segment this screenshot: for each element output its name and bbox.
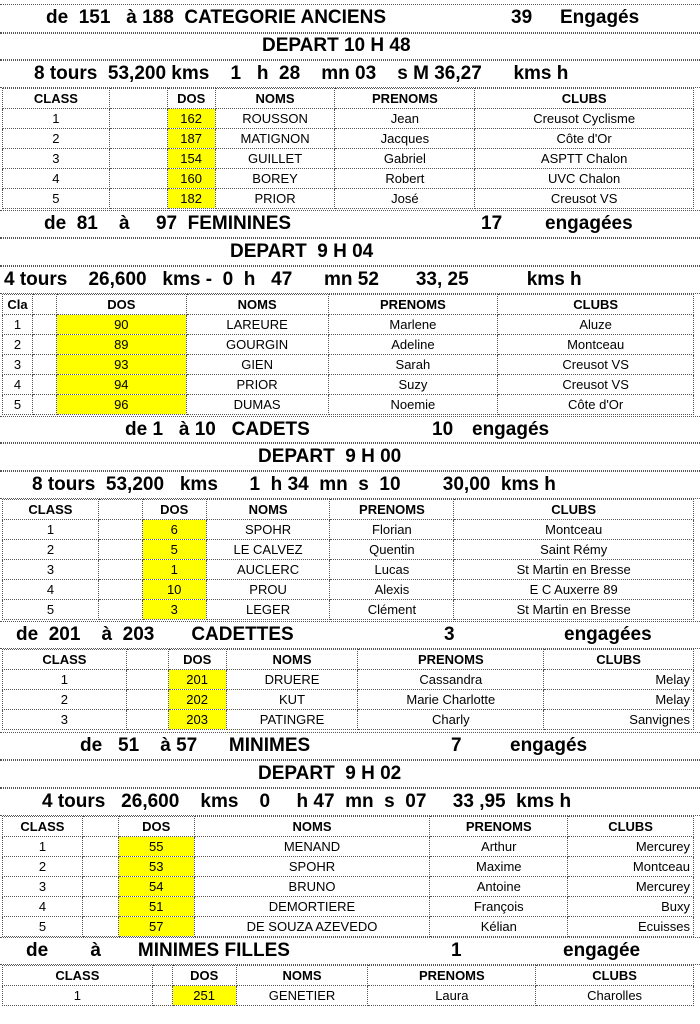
cadets-stats: 8 tours 53,200 kms 1 h 34 mn s 10 30,00 kms h [32, 474, 556, 495]
cell-nom: DEMORTIERE [194, 897, 430, 917]
cell-nom: SPOHR [206, 520, 330, 540]
cell-dos: 202 [168, 690, 226, 710]
minimes-filles-count: 1 [451, 940, 462, 961]
anciens-table [2, 88, 694, 209]
table-header-row [3, 295, 694, 315]
feminines-depart: DEPART 9 H 04 [230, 241, 374, 262]
cell-prenom: Adeline [328, 335, 498, 355]
table-row [3, 169, 694, 189]
table-row [3, 520, 694, 540]
cell-empty [152, 986, 172, 1006]
col-empty [152, 966, 172, 986]
col-class: CLASS [3, 89, 110, 109]
cell-prenom: Antoine [430, 877, 568, 897]
cell-prenom: Lucas [330, 560, 454, 580]
col-dos: DOS [168, 650, 226, 670]
col-noms: NOMS [186, 295, 328, 315]
cell-prenom: Arthur [430, 837, 568, 857]
cell-nom: GUILLET [215, 149, 335, 169]
cell-nom: BRUNO [194, 877, 430, 897]
cell-empty [82, 857, 118, 877]
cell-empty [109, 149, 167, 169]
col-class: CLASS [3, 650, 127, 670]
cadettes-title: de 201 à 203 CADETTES [16, 624, 294, 645]
col-class: CLASS [3, 500, 99, 520]
table-row [3, 877, 694, 897]
cell-dos: 53 [118, 857, 194, 877]
cell-club: E C Auxerre 89 [454, 580, 694, 600]
minimes-filles-table [2, 965, 694, 1006]
cell-prenom: Noemie [328, 395, 498, 415]
cell-empty [126, 710, 168, 730]
col-dos: DOS [167, 89, 215, 109]
cell-club: St Martin en Bresse [454, 560, 694, 580]
cell-nom: GIEN [186, 355, 328, 375]
cell-dos: 90 [56, 315, 186, 335]
cell-empty [32, 335, 56, 355]
cadets-depart: DEPART 9 H 00 [258, 446, 402, 467]
cadets-table [2, 499, 694, 620]
cell-dos: 55 [118, 837, 194, 857]
table-row [3, 129, 694, 149]
col-clubs: CLUBS [568, 817, 694, 837]
cell-empty [32, 315, 56, 335]
col-dos: DOS [142, 500, 206, 520]
col-class: Cla [3, 295, 33, 315]
cell-nom: MENAND [194, 837, 430, 857]
cell-prenom: François [430, 897, 568, 917]
col-prenoms: PRENOMS [368, 966, 536, 986]
minimes-stats: 4 tours 26,600 kms 0 h 47 mn s 07 33 ,95 kms h [42, 791, 572, 812]
cell-nom: SPOHR [194, 857, 430, 877]
minimes-filles-count-label: engagée [563, 940, 641, 961]
cadettes-table [2, 649, 694, 730]
cell-empty [98, 580, 142, 600]
cell-empty [98, 560, 142, 580]
table-row [3, 917, 694, 937]
cell-empty [109, 129, 167, 149]
col-prenoms: PRENOMS [335, 89, 475, 109]
cell-class: 3 [3, 710, 127, 730]
cell-prenom: Jean [335, 109, 475, 129]
table-row [3, 580, 694, 600]
table-row [3, 109, 694, 129]
cell-dos: 93 [56, 355, 186, 375]
cell-class: 2 [3, 857, 83, 877]
cell-class: 1 [3, 315, 33, 335]
cell-empty [98, 520, 142, 540]
cell-nom: DE SOUZA AZEVEDO [194, 917, 430, 937]
cell-class: 5 [3, 917, 83, 937]
cadettes-count-label: engagées [564, 624, 652, 645]
table-header-row [3, 89, 694, 109]
cell-empty [32, 355, 56, 375]
anciens-stats: 8 tours 53,200 kms 1 h 28 mn 03 s M 36,27 kms h [34, 63, 569, 84]
cell-nom: PRIOR [186, 375, 328, 395]
table-row [3, 837, 694, 857]
minimes-filles-title: de à MINIMES FILLES [26, 940, 290, 961]
cell-club: Creusot VS [498, 355, 694, 375]
col-clubs: CLUBS [454, 500, 694, 520]
col-empty [98, 500, 142, 520]
cell-club: Creusot VS [498, 375, 694, 395]
cell-class: 1 [3, 670, 127, 690]
cell-prenom: Florian [330, 520, 454, 540]
col-empty [82, 817, 118, 837]
cell-club: Melay [544, 690, 694, 710]
cell-dos: 54 [118, 877, 194, 897]
col-clubs: CLUBS [498, 295, 694, 315]
cell-class: 3 [3, 560, 99, 580]
cell-dos: 162 [167, 109, 215, 129]
col-prenoms: PRENOMS [430, 817, 568, 837]
cell-dos: 1 [142, 560, 206, 580]
cell-empty [98, 600, 142, 620]
cell-empty [32, 375, 56, 395]
table-row [3, 897, 694, 917]
cadets-count-label: engagés [472, 419, 550, 440]
cell-nom: GENETIER [236, 986, 368, 1006]
col-noms: NOMS [236, 966, 368, 986]
minimes-count-label: engagés [510, 735, 588, 756]
cell-empty [98, 540, 142, 560]
table-row [3, 189, 694, 209]
col-noms: NOMS [226, 650, 358, 670]
cell-nom: DUMAS [186, 395, 328, 415]
cell-club: Sanvignes [544, 710, 694, 730]
col-dos: DOS [56, 295, 186, 315]
table-row [3, 375, 694, 395]
col-noms: NOMS [194, 817, 430, 837]
col-empty [32, 295, 56, 315]
cell-prenom: Jacques [335, 129, 475, 149]
cell-dos: 6 [142, 520, 206, 540]
cell-dos: 89 [56, 335, 186, 355]
cell-prenom: Maxime [430, 857, 568, 877]
cell-club: Aluze [498, 315, 694, 335]
minimes-table [2, 816, 694, 937]
table-row [3, 149, 694, 169]
cell-club: ASPTT Chalon [475, 149, 694, 169]
cell-nom: GOURGIN [186, 335, 328, 355]
cell-prenom: Laura [368, 986, 536, 1006]
cell-nom: MATIGNON [215, 129, 335, 149]
cell-class: 5 [3, 395, 33, 415]
cell-prenom: Alexis [330, 580, 454, 600]
cell-club: Mercurey [568, 837, 694, 857]
cell-nom: LEGER [206, 600, 330, 620]
cell-prenom: Marlene [328, 315, 498, 335]
col-dos: DOS [118, 817, 194, 837]
cell-nom: DRUERE [226, 670, 358, 690]
cell-nom: BOREY [215, 169, 335, 189]
cell-class: 4 [3, 897, 83, 917]
cell-prenom: Cassandra [358, 670, 544, 690]
minimes-count: 7 [451, 735, 462, 756]
table-row [3, 600, 694, 620]
cell-club: Ecuisses [568, 917, 694, 937]
cell-nom: PRIOR [215, 189, 335, 209]
cell-class: 1 [3, 837, 83, 857]
cell-prenom: Robert [335, 169, 475, 189]
cell-nom: LE CALVEZ [206, 540, 330, 560]
cell-dos: 57 [118, 917, 194, 937]
minimes-depart: DEPART 9 H 02 [258, 763, 402, 784]
col-clubs: CLUBS [544, 650, 694, 670]
table-row [3, 690, 694, 710]
feminines-table [2, 294, 694, 415]
col-class: CLASS [3, 966, 153, 986]
feminines-stats: 4 tours 26,600 kms - 0 h 47 mn 52 33, 25 kms h [4, 269, 582, 290]
col-prenoms: PRENOMS [330, 500, 454, 520]
table-header-row [3, 500, 694, 520]
cadettes-count: 3 [444, 624, 455, 645]
table-header-row [3, 650, 694, 670]
table-row [3, 857, 694, 877]
cell-prenom: Marie Charlotte [358, 690, 544, 710]
cell-prenom: Kélian [430, 917, 568, 937]
cell-club: Côte d'Or [498, 395, 694, 415]
col-empty [126, 650, 168, 670]
cell-dos: 10 [142, 580, 206, 600]
feminines-count-label: engagées [545, 213, 633, 234]
cadets-title-band [0, 416, 700, 443]
cell-class: 2 [3, 335, 33, 355]
feminines-title: de 81 à 97 FEMININES [44, 213, 292, 234]
cell-empty [109, 109, 167, 129]
cell-empty [109, 189, 167, 209]
cell-dos: 201 [168, 670, 226, 690]
cell-club: Melay [544, 670, 694, 690]
cell-dos: 160 [167, 169, 215, 189]
cell-nom: LAREURE [186, 315, 328, 335]
cell-class: 3 [3, 355, 33, 375]
anciens-count: 39 [511, 7, 533, 28]
cell-prenom: Charly [358, 710, 544, 730]
cell-dos: 3 [142, 600, 206, 620]
cell-club: Montceau [498, 335, 694, 355]
table-row [3, 986, 694, 1006]
table-row [3, 560, 694, 580]
cell-empty [109, 169, 167, 189]
cell-class: 1 [3, 109, 110, 129]
cell-empty [82, 897, 118, 917]
minimes-title: de 51 à 57 MINIMES [80, 735, 311, 756]
cell-nom: PROU [206, 580, 330, 600]
cell-dos: 182 [167, 189, 215, 209]
cell-nom: KUT [226, 690, 358, 710]
feminines-count: 17 [481, 213, 503, 234]
cell-club: Montceau [454, 520, 694, 540]
col-clubs: CLUBS [536, 966, 694, 986]
table-row [3, 315, 694, 335]
col-prenoms: PRENOMS [358, 650, 544, 670]
cell-class: 2 [3, 129, 110, 149]
cell-dos: 96 [56, 395, 186, 415]
cell-class: 4 [3, 375, 33, 395]
table-row [3, 355, 694, 375]
cell-empty [32, 395, 56, 415]
cell-club: Buxy [568, 897, 694, 917]
col-empty [109, 89, 167, 109]
cell-class: 5 [3, 600, 99, 620]
cadets-title: de 1 à 10 CADETS [125, 419, 310, 440]
cell-club: Charolles [536, 986, 694, 1006]
col-dos: DOS [172, 966, 236, 986]
cell-dos: 187 [167, 129, 215, 149]
col-class: CLASS [3, 817, 83, 837]
cell-dos: 94 [56, 375, 186, 395]
cell-club: Creusot VS [475, 189, 694, 209]
table-row [3, 710, 694, 730]
cell-class: 1 [3, 520, 99, 540]
col-noms: NOMS [206, 500, 330, 520]
cell-class: 3 [3, 149, 110, 169]
cell-empty [82, 877, 118, 897]
cadets-count: 10 [432, 419, 454, 440]
cell-class: 3 [3, 877, 83, 897]
cell-club: St Martin en Bresse [454, 600, 694, 620]
cell-class: 4 [3, 580, 99, 600]
cell-prenom: Gabriel [335, 149, 475, 169]
cell-dos: 154 [167, 149, 215, 169]
cell-dos: 5 [142, 540, 206, 560]
cell-dos: 251 [172, 986, 236, 1006]
cell-nom: AUCLERC [206, 560, 330, 580]
cell-class: 1 [3, 986, 153, 1006]
table-header-row [3, 966, 694, 986]
cell-class: 2 [3, 690, 127, 710]
cell-class: 4 [3, 169, 110, 189]
col-noms: NOMS [215, 89, 335, 109]
cell-club: Creusot Cyclisme [475, 109, 694, 129]
cell-empty [82, 917, 118, 937]
anciens-depart: DEPART 10 H 48 [262, 35, 411, 56]
cell-class: 2 [3, 540, 99, 560]
cell-empty [126, 670, 168, 690]
col-clubs: CLUBS [475, 89, 694, 109]
cell-club: Montceau [568, 857, 694, 877]
anciens-title: de 151 à 188 CATEGORIE ANCIENS [46, 7, 386, 28]
cell-nom: ROUSSON [215, 109, 335, 129]
cell-nom: PATINGRE [226, 710, 358, 730]
col-prenoms: PRENOMS [328, 295, 498, 315]
cell-dos: 51 [118, 897, 194, 917]
cell-class: 5 [3, 189, 110, 209]
cell-prenom: Quentin [330, 540, 454, 560]
cell-empty [126, 690, 168, 710]
cell-dos: 203 [168, 710, 226, 730]
cell-club: UVC Chalon [475, 169, 694, 189]
table-row [3, 395, 694, 415]
table-row [3, 335, 694, 355]
table-row [3, 540, 694, 560]
cell-club: Mercurey [568, 877, 694, 897]
cell-club: Côte d'Or [475, 129, 694, 149]
cell-prenom: Sarah [328, 355, 498, 375]
cell-prenom: Clément [330, 600, 454, 620]
cell-club: Saint Rémy [454, 540, 694, 560]
table-header-row [3, 817, 694, 837]
cell-prenom: Suzy [328, 375, 498, 395]
table-row [3, 670, 694, 690]
cell-empty [82, 837, 118, 857]
anciens-count-label: Engagés [560, 7, 640, 28]
cell-prenom: José [335, 189, 475, 209]
